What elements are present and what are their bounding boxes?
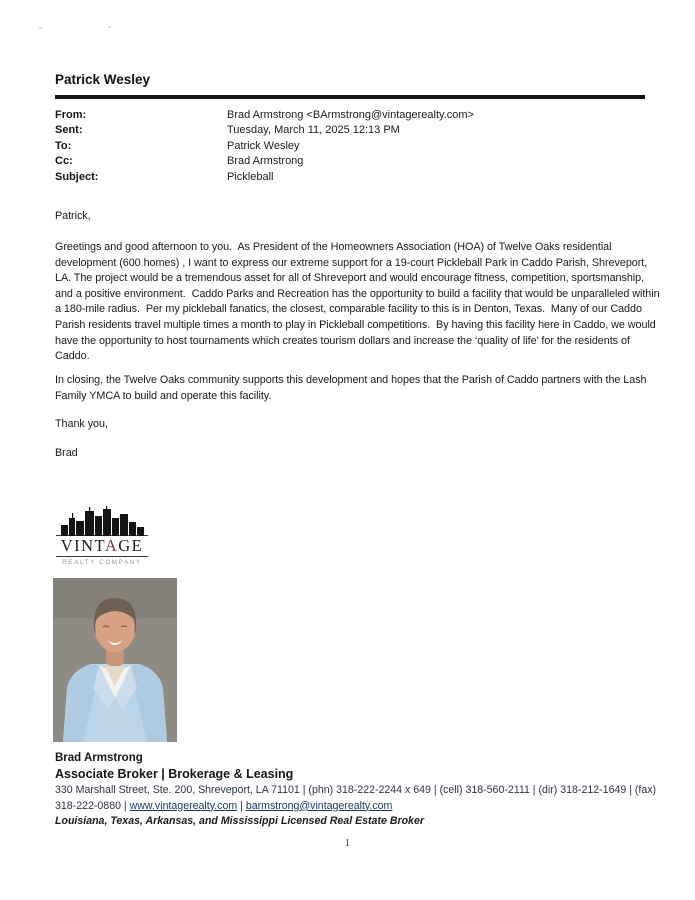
signature-title: Associate Broker | Brokerage & Leasing (55, 767, 294, 781)
logo-wordmark (56, 536, 148, 556)
scan-speck (108, 26, 111, 28)
signoff-name: Brad (55, 447, 78, 459)
logo-wordmark-part2: GE (118, 536, 144, 555)
logo-divider-bottom (56, 556, 148, 557)
meta-label-sent: Sent: (55, 124, 83, 137)
vintage-realty-logo (56, 506, 148, 566)
meta-row-to (55, 139, 615, 154)
fax-number: 318-222-0880 (55, 799, 121, 812)
signature-contact-line1: 330 Marshall Street, Ste. 200, Shreveport, LA 71101 | (phn) 318-222-2244 x 649 | (cell) 318-560-2111 | (dir) 318-212-1649 | (fax) (55, 784, 657, 796)
page-number: 1 (345, 838, 350, 849)
meta-row-from (55, 108, 615, 123)
logo-subtitle: REALTY COMPANY (62, 559, 142, 566)
meta-value-subject: Pickleball (227, 170, 274, 183)
license-line: Louisiana, Texas, Arkansas, and Mississippi Licensed Real Estate Broker (55, 815, 424, 828)
meta-value-to: Patrick Wesley (227, 139, 300, 152)
meta-value-cc: Brad Armstrong (227, 155, 304, 168)
signature-block (55, 751, 675, 830)
meta-value-from: Brad Armstrong <BArmstrong@vintagerealty.com> (227, 109, 474, 121)
logo-wordmark-part1: VINT (60, 536, 105, 555)
website-link[interactable]: www.vintagerealty.com (129, 799, 238, 812)
signature-contact-line2 (55, 799, 675, 815)
recipient-header: Patrick Wesley (55, 72, 151, 87)
separator: | (237, 799, 246, 812)
email-meta (55, 108, 615, 185)
meta-label-to: To: (55, 139, 72, 152)
meta-label-cc: Cc: (55, 155, 73, 168)
salutation: Patrick, (55, 210, 91, 222)
meta-row-cc (55, 154, 615, 169)
header-divider (55, 95, 645, 99)
meta-row-sent (55, 123, 615, 138)
city-skyline-icon (59, 506, 145, 536)
meta-label-from: From: (55, 109, 87, 121)
portrait-photo (53, 578, 177, 742)
paragraph-1: Greetings and good afternoon to you. As President of the Homeowners Association (HOA) of Twelve Oaks residential development (600 homes) , I want to express our extreme support for a 19-court Pickleball Park in Caddo Parish, Shreveport, LA. The project would be a tremendous asset for all of Shreveport and would encourage fitness, competition, sportsmanship, and a positive environment. Caddo Parks and Recreation has the opportunity to build a facility that would be unparalleled within a 180-mile radius. Per my pickleball fanatics, the closest, comparable facility to this is in Denton, Texas. Many of our Caddo Parish residents travel multiple times a month to play in Pickleball competitions. By having this facility here in Caddo, we would have the opportunity to host tournaments which creates tourism dollars and increase the ‘quality of life’ for the residents of Caddo. (55, 241, 663, 363)
separator: | (120, 799, 130, 812)
meta-row-subject (55, 170, 615, 185)
meta-value-sent: Tuesday, March 11, 2025 12:13 PM (227, 124, 400, 137)
signature-name: Brad Armstrong (55, 752, 143, 764)
email-link[interactable]: barmstrong@vintagerealty.com (245, 799, 393, 812)
scan-speck (39, 27, 42, 29)
logo-wordmark-accent: A (104, 536, 119, 555)
paragraph-2: In closing, the Twelve Oaks community supports this development and hopes that the Parish of Caddo partners with the Lash Family YMCA to build and operate this facility. (55, 374, 650, 402)
closing-line: Thank you, (55, 418, 108, 430)
meta-label-subject: Subject: (55, 170, 99, 183)
